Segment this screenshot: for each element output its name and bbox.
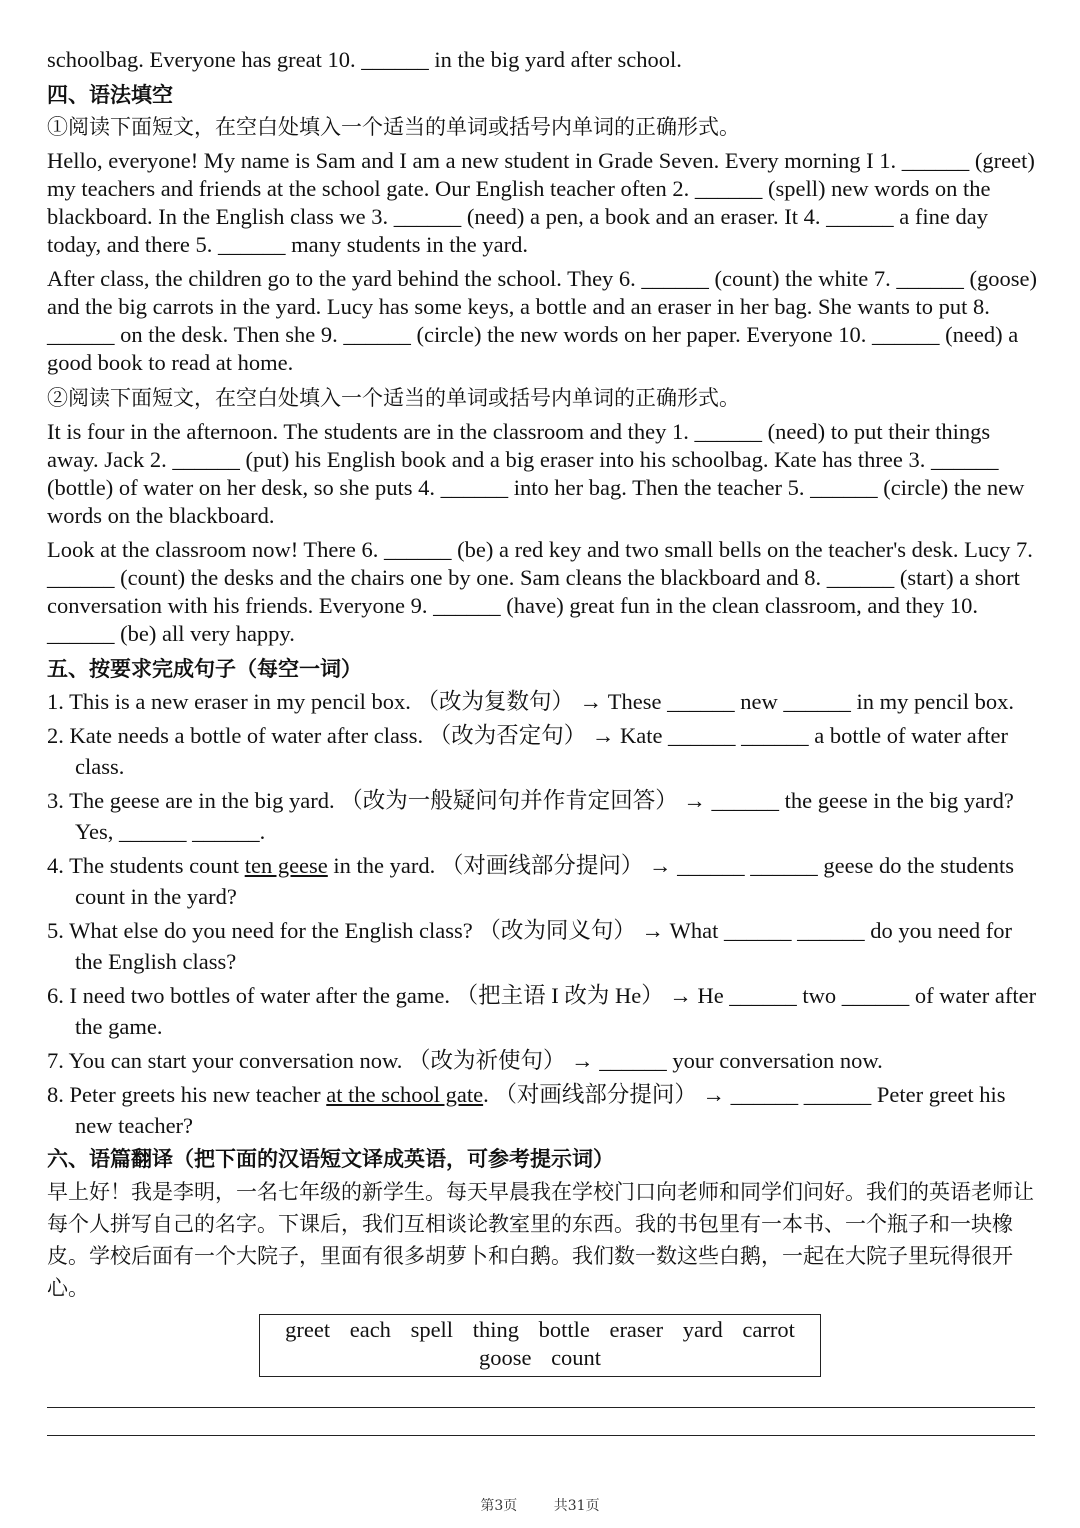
hint-word: carrot (742, 1317, 795, 1342)
rewrite-item (47, 720, 1037, 782)
hint-word: greet (285, 1317, 331, 1342)
section4-instruction-2: ②阅读下面短文，在空白处填入一个适当的单词或括号内单词的正确形式。 (47, 386, 740, 410)
rewrite-item (47, 1079, 1037, 1141)
rewrite-item (47, 850, 1037, 912)
section5-title: 五、按要求完成句子（每空一词） (47, 657, 362, 681)
hint-word: yard (682, 1317, 723, 1342)
item-text: 1. This is a new eraser in my pencil box. （改为复数句） → These ______ new ______ in my pencil box. (47, 689, 1014, 714)
passage1-paragraph: Hello, everyone! My name is Sam and I am a new student in Grade Seven. Every morning I 1. ______ (greet) my teachers and friends at the school gate. Our English teacher often 2. ______ (spell) new words on the blackboard. In the English class we 3. ______ (need) a pen, a book and an eraser. It 4. ______ a fine day today, and there 5. ______ many students in the yard. (47, 148, 1035, 257)
item-text: 6. I need two bottles of water after the game. （把主语 I 改为 He） → He ______ two ______ of water after the game. (47, 983, 1037, 1039)
item-text: 4. The students count (47, 853, 245, 878)
page-footer (0, 1492, 1080, 1520)
underlined-phrase: at the school gate (326, 1082, 484, 1107)
item-text: 3. The geese are in the big yard. （改为一般疑问句并作肯定回答） → ______ the geese in the big yard? Yes, ______ ______. (47, 788, 1014, 844)
section-translation (47, 1144, 1037, 1436)
item-text: . （对画线部分提问） → ______ ______ Peter greet his new teacher? (75, 1082, 1006, 1138)
rewrite-item (47, 686, 1037, 717)
hint-word: spell (410, 1317, 454, 1342)
rewrite-item (47, 980, 1037, 1042)
section-sentence-rewrite (47, 654, 1037, 1141)
section6-title: 六、语篇翻译（把下面的汉语短文译成英语，可参考提示词） (47, 1147, 614, 1171)
page-number: 第3页 (480, 1498, 518, 1514)
hint-word: eraser (609, 1317, 664, 1342)
underlined-phrase: ten geese (244, 853, 328, 878)
section4-title: 四、语法填空 (47, 83, 173, 107)
item-text: 2. Kate needs a bottle of water after class. （改为否定句） → Kate ______ ______ a bottle of water after class. (47, 723, 1008, 779)
hint-word-box (259, 1314, 821, 1377)
section4-instruction-1: ①阅读下面短文，在空白处填入一个适当的单词或括号内单词的正确形式。 (47, 115, 740, 139)
chinese-passage: 早上好！我是李明，一名七年级的新学生。每天早晨我在学校门口向老师和同学们问好。我们的英语老师让每个人拼写自己的名字。下课后，我们互相谈论教室里的东西。我的书包里有一本书、一个瓶子和一块橡皮。学校后面有一个大院子，里面有很多胡萝卜和白鹅。我们数一数这些白鹅，一起在大院子里玩得很开心。 (47, 1180, 1034, 1300)
hint-word: count (551, 1345, 602, 1370)
rewrite-item (47, 785, 1037, 847)
item-text: 8. Peter greets his new teacher (47, 1082, 327, 1107)
continued-line: schoolbag. Everyone has great 10. ______ in the big yard after school. (47, 47, 682, 72)
passage1-paragraph: After class, the children go to the yard behind the school. They 6. ______ (count) the white 7. ______ (goose) and the big carrots in the yard. Lucy has some keys, a bottle and an eraser in her bag. She wants to put 8. ______ on the desk. Then she 9. ______ (circle) the new words on her paper. Everyone 10. ______ (need) a good book to read at home. (47, 266, 1037, 375)
hint-word: goose (478, 1345, 532, 1370)
hint-word: thing (472, 1317, 519, 1342)
passage2-paragraph: It is four in the afternoon. The students are in the classroom and they 1. ______ (need) to put their things away. Jack 2. ______ (put) his English book and a big eraser into his schoolbag. Kate has three 3. ______ (bottle) of water on her desk, so she puts 4. ______ into her bag. Then the teacher 5. ______ (circle) the new words on the blackboard. (47, 419, 1025, 528)
rewrite-item (47, 1045, 1037, 1076)
hint-word: bottle (538, 1317, 590, 1342)
answer-line[interactable] (47, 1407, 1035, 1408)
hint-word: each (349, 1317, 391, 1342)
answer-line[interactable] (47, 1435, 1035, 1436)
item-text: 7. You can start your conversation now. （改为祈使句） → ______ your conversation now. (47, 1048, 883, 1073)
worksheet-page (47, 46, 1037, 1436)
total-pages: 共31页 (553, 1498, 600, 1514)
item-text: in the yard. （对画线部分提问） → ______ ______ geese do the students count in the yard? (75, 853, 1014, 909)
rewrite-item (47, 915, 1037, 977)
item-text: 5. What else do you need for the English class? （改为同义句） → What ______ ______ do you need for the English class? (47, 918, 1013, 974)
passage2-paragraph: Look at the classroom now! There 6. ______ (be) a red key and two small bells on the teacher's desk. Lucy 7. ______ (count) the desks and the chairs one by one. Sam cleans the blackboard and 8. ______ (start) a short conversation with his friends. Everyone 9. ______ (have) great fun in the clean classroom, and they 10. ______ (be) all very happy. (47, 537, 1033, 646)
section-grammar-fill (47, 80, 1037, 648)
